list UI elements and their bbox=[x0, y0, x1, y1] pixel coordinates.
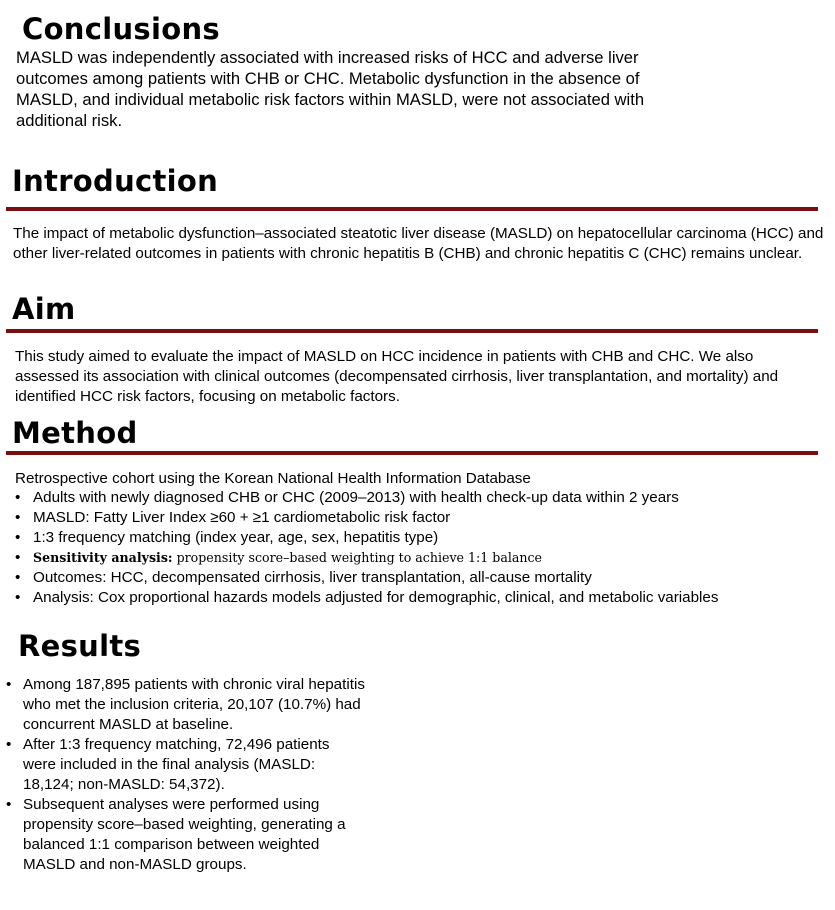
results-heading: Results bbox=[18, 629, 142, 663]
method-divider bbox=[6, 451, 818, 455]
sensitivity-lead: Sensitivity analysis: bbox=[33, 550, 173, 565]
results-bullet: • Subsequent analyses were performed using propensity score–based weighting, generating a balanced 1:1 comparison between weighted MASLD and non-MASLD groups. bbox=[6, 795, 366, 875]
method-bullet: • 1:3 frequency matching (index year, age, sex, hepatitis type) bbox=[14, 528, 718, 548]
introduction-heading: Introduction bbox=[12, 164, 219, 198]
introduction-text: The impact of metabolic dysfunction–associated steatotic liver disease (MASLD) on hepatocellular carcinoma (HCC) and other liver-related outcomes in patients with chronic hepatitis B (CHB) and chronic hepatitis C (CHC) remains unclear. bbox=[13, 225, 824, 262]
method-bullet: • Outcomes: HCC, decompensated cirrhosis, liver transplantation, all-cause mortality bbox=[14, 568, 718, 588]
introduction-divider bbox=[6, 207, 818, 211]
aim-text: This study aimed to evaluate the impact of MASLD on HCC incidence in patients with CHB and CHC. We also assessed its association with clinical outcomes (decompensated cirrhosis, liver transplantation, and mortality) and identified HCC risk factors, focusing on metabolic factors. bbox=[15, 348, 779, 405]
results-bullet-list bbox=[6, 675, 366, 875]
sensitivity-text: propensity score–based weighting to achieve 1:1 balance bbox=[172, 550, 543, 565]
conclusions-heading: Conclusions bbox=[22, 12, 220, 46]
aim-divider bbox=[6, 329, 818, 333]
conclusions-text: MASLD was independently associated with increased risks of HCC and adverse liver outcomes among patients with CHB or CHC. Metabolic dysfunction in the absence of MASLD, and individual metabolic risk factors within MASLD, were not associated with additional risk. bbox=[16, 48, 645, 130]
aim-heading: Aim bbox=[12, 292, 76, 326]
method-bullet: • Adults with newly diagnosed CHB or CHC (2009–2013) with health check-up data within 2 years bbox=[14, 488, 718, 508]
method-bullet: • Analysis: Cox proportional hazards models adjusted for demographic, clinical, and metabolic variables bbox=[14, 588, 718, 608]
method-bullet: • MASLD: Fatty Liver Index ≥60 + ≥1 cardiometabolic risk factor bbox=[14, 508, 718, 528]
results-bullet: • After 1:3 frequency matching, 72,496 patients were included in the final analysis (MASLD: 18,124; non-MASLD: 54,372). bbox=[6, 735, 366, 795]
results-bullet: • Among 187,895 patients with chronic viral hepatitis who met the inclusion criteria, 20,107 (10.7%) had concurrent MASLD at baseline. bbox=[6, 675, 366, 735]
method-bullet-list bbox=[14, 488, 718, 608]
method-bullet-sensitivity bbox=[14, 548, 718, 568]
method-intro: Retrospective cohort using the Korean National Health Information Database bbox=[15, 470, 531, 487]
method-heading: Method bbox=[12, 416, 138, 450]
